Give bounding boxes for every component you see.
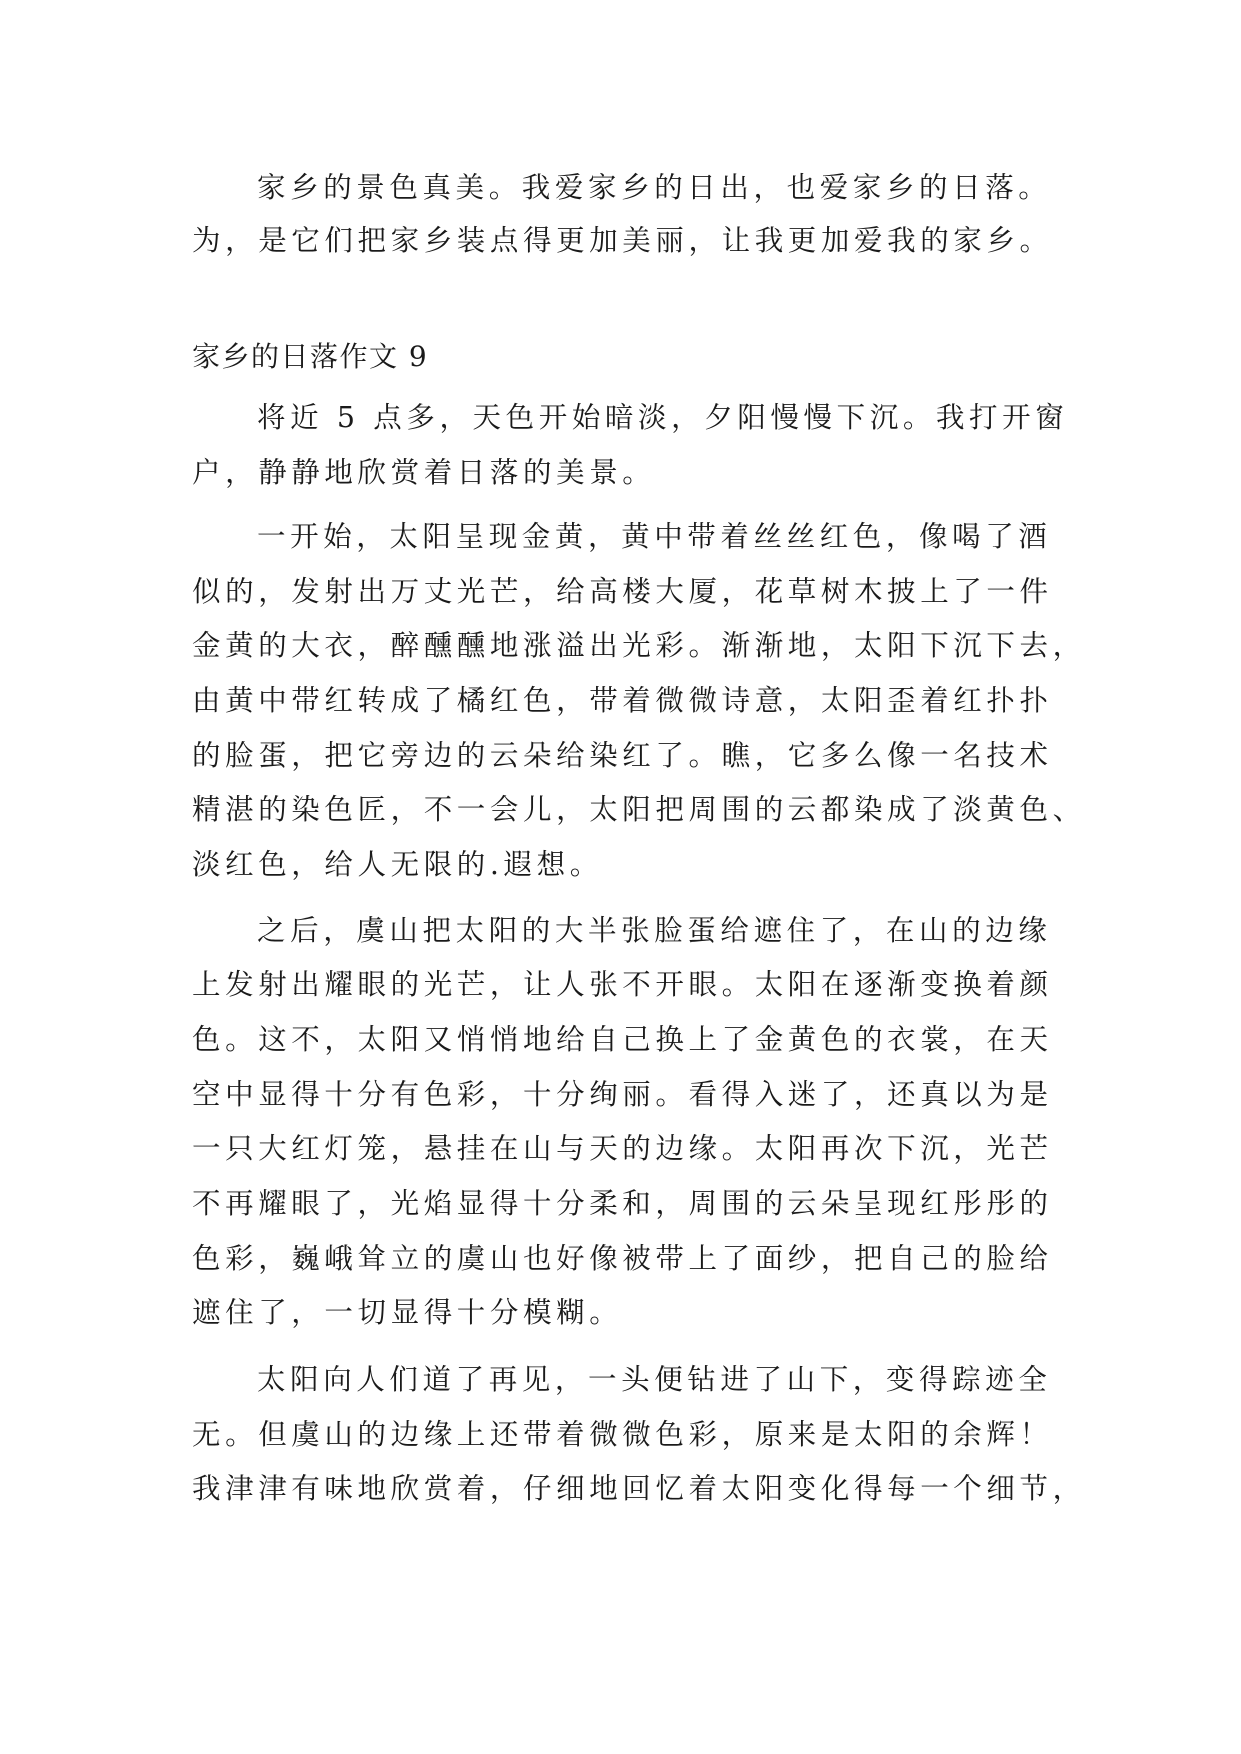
paragraph-3-line-6: 不再耀眼了，光焰显得十分柔和，周围的云朵呈现红彤彤的 <box>192 1187 1053 1220</box>
paragraph-4-line-3: 我津津有味地欣赏着，仔细地回忆着太阳变化得每一个细节， <box>192 1472 1086 1505</box>
paragraph-1-line-1: 将近 5 点多，天色开始暗淡，夕阳慢慢下沉。我打开窗 <box>257 401 1069 434</box>
paragraph-2-line-3: 金黄的大衣，醉醺醺地涨溢出光彩。渐渐地，太阳下沉下去， <box>192 629 1086 662</box>
paragraph-3-line-4: 空中显得十分有色彩，十分绚丽。看得入迷了，还真以为是 <box>192 1078 1053 1111</box>
paragraph-3-line-1: 之后，虞山把太阳的大半张脸蛋给遮住了，在山的边缘 <box>257 914 1052 947</box>
paragraph-3-line-2: 上发射出耀眼的光芒，让人张不开眼。太阳在逐渐变换着颜 <box>192 968 1053 1001</box>
paragraph-4-line-1: 太阳向人们道了再见，一头便钻进了山下，变得踪迹全 <box>257 1363 1052 1396</box>
intro-line-1: 家乡的景色真美。我爱家乡的日出，也爱家乡的日落。 <box>257 171 1052 204</box>
paragraph-3-line-8: 遮住了，一切显得十分模糊。 <box>192 1296 623 1329</box>
paragraph-2-line-4: 由黄中带红转成了橘红色，带着微微诗意，太阳歪着红扑扑 <box>192 684 1053 717</box>
intro-line-2: 为，是它们把家乡装点得更加美丽，让我更加爱我的家乡。 <box>192 224 1053 257</box>
paragraph-2-line-1: 一开始，太阳呈现金黄，黄中带着丝丝红色，像喝了酒 <box>257 520 1052 553</box>
paragraph-3-line-5: 一只大红灯笼，悬挂在山与天的边缘。太阳再次下沉，光芒 <box>192 1132 1053 1165</box>
paragraph-3-line-3: 色。这不，太阳又悄悄地给自己换上了金黄色的衣裳，在天 <box>192 1023 1053 1056</box>
paragraph-2-line-7: 淡红色，给人无限的.遐想。 <box>192 848 603 881</box>
paragraph-2-line-6: 精湛的染色匠，不一会儿，太阳把周围的云都染成了淡黄色、 <box>192 793 1086 826</box>
essay-title: 家乡的日落作文 9 <box>192 340 429 373</box>
paragraph-4-line-2: 无。但虞山的边缘上还带着微微色彩，原来是太阳的余辉！ <box>192 1418 1053 1451</box>
paragraph-3-line-7: 色彩，巍峨耸立的虞山也好像被带上了面纱，把自己的脸给 <box>192 1242 1053 1275</box>
paragraph-2-line-5: 的脸蛋，把它旁边的云朵给染红了。瞧，它多么像一名技术 <box>192 739 1053 772</box>
paragraph-1-line-2: 户，静静地欣赏着日落的美景。 <box>192 456 656 489</box>
paragraph-2-line-2: 似的，发射出万丈光芒，给高楼大厦，花草树木披上了一件 <box>192 575 1053 608</box>
